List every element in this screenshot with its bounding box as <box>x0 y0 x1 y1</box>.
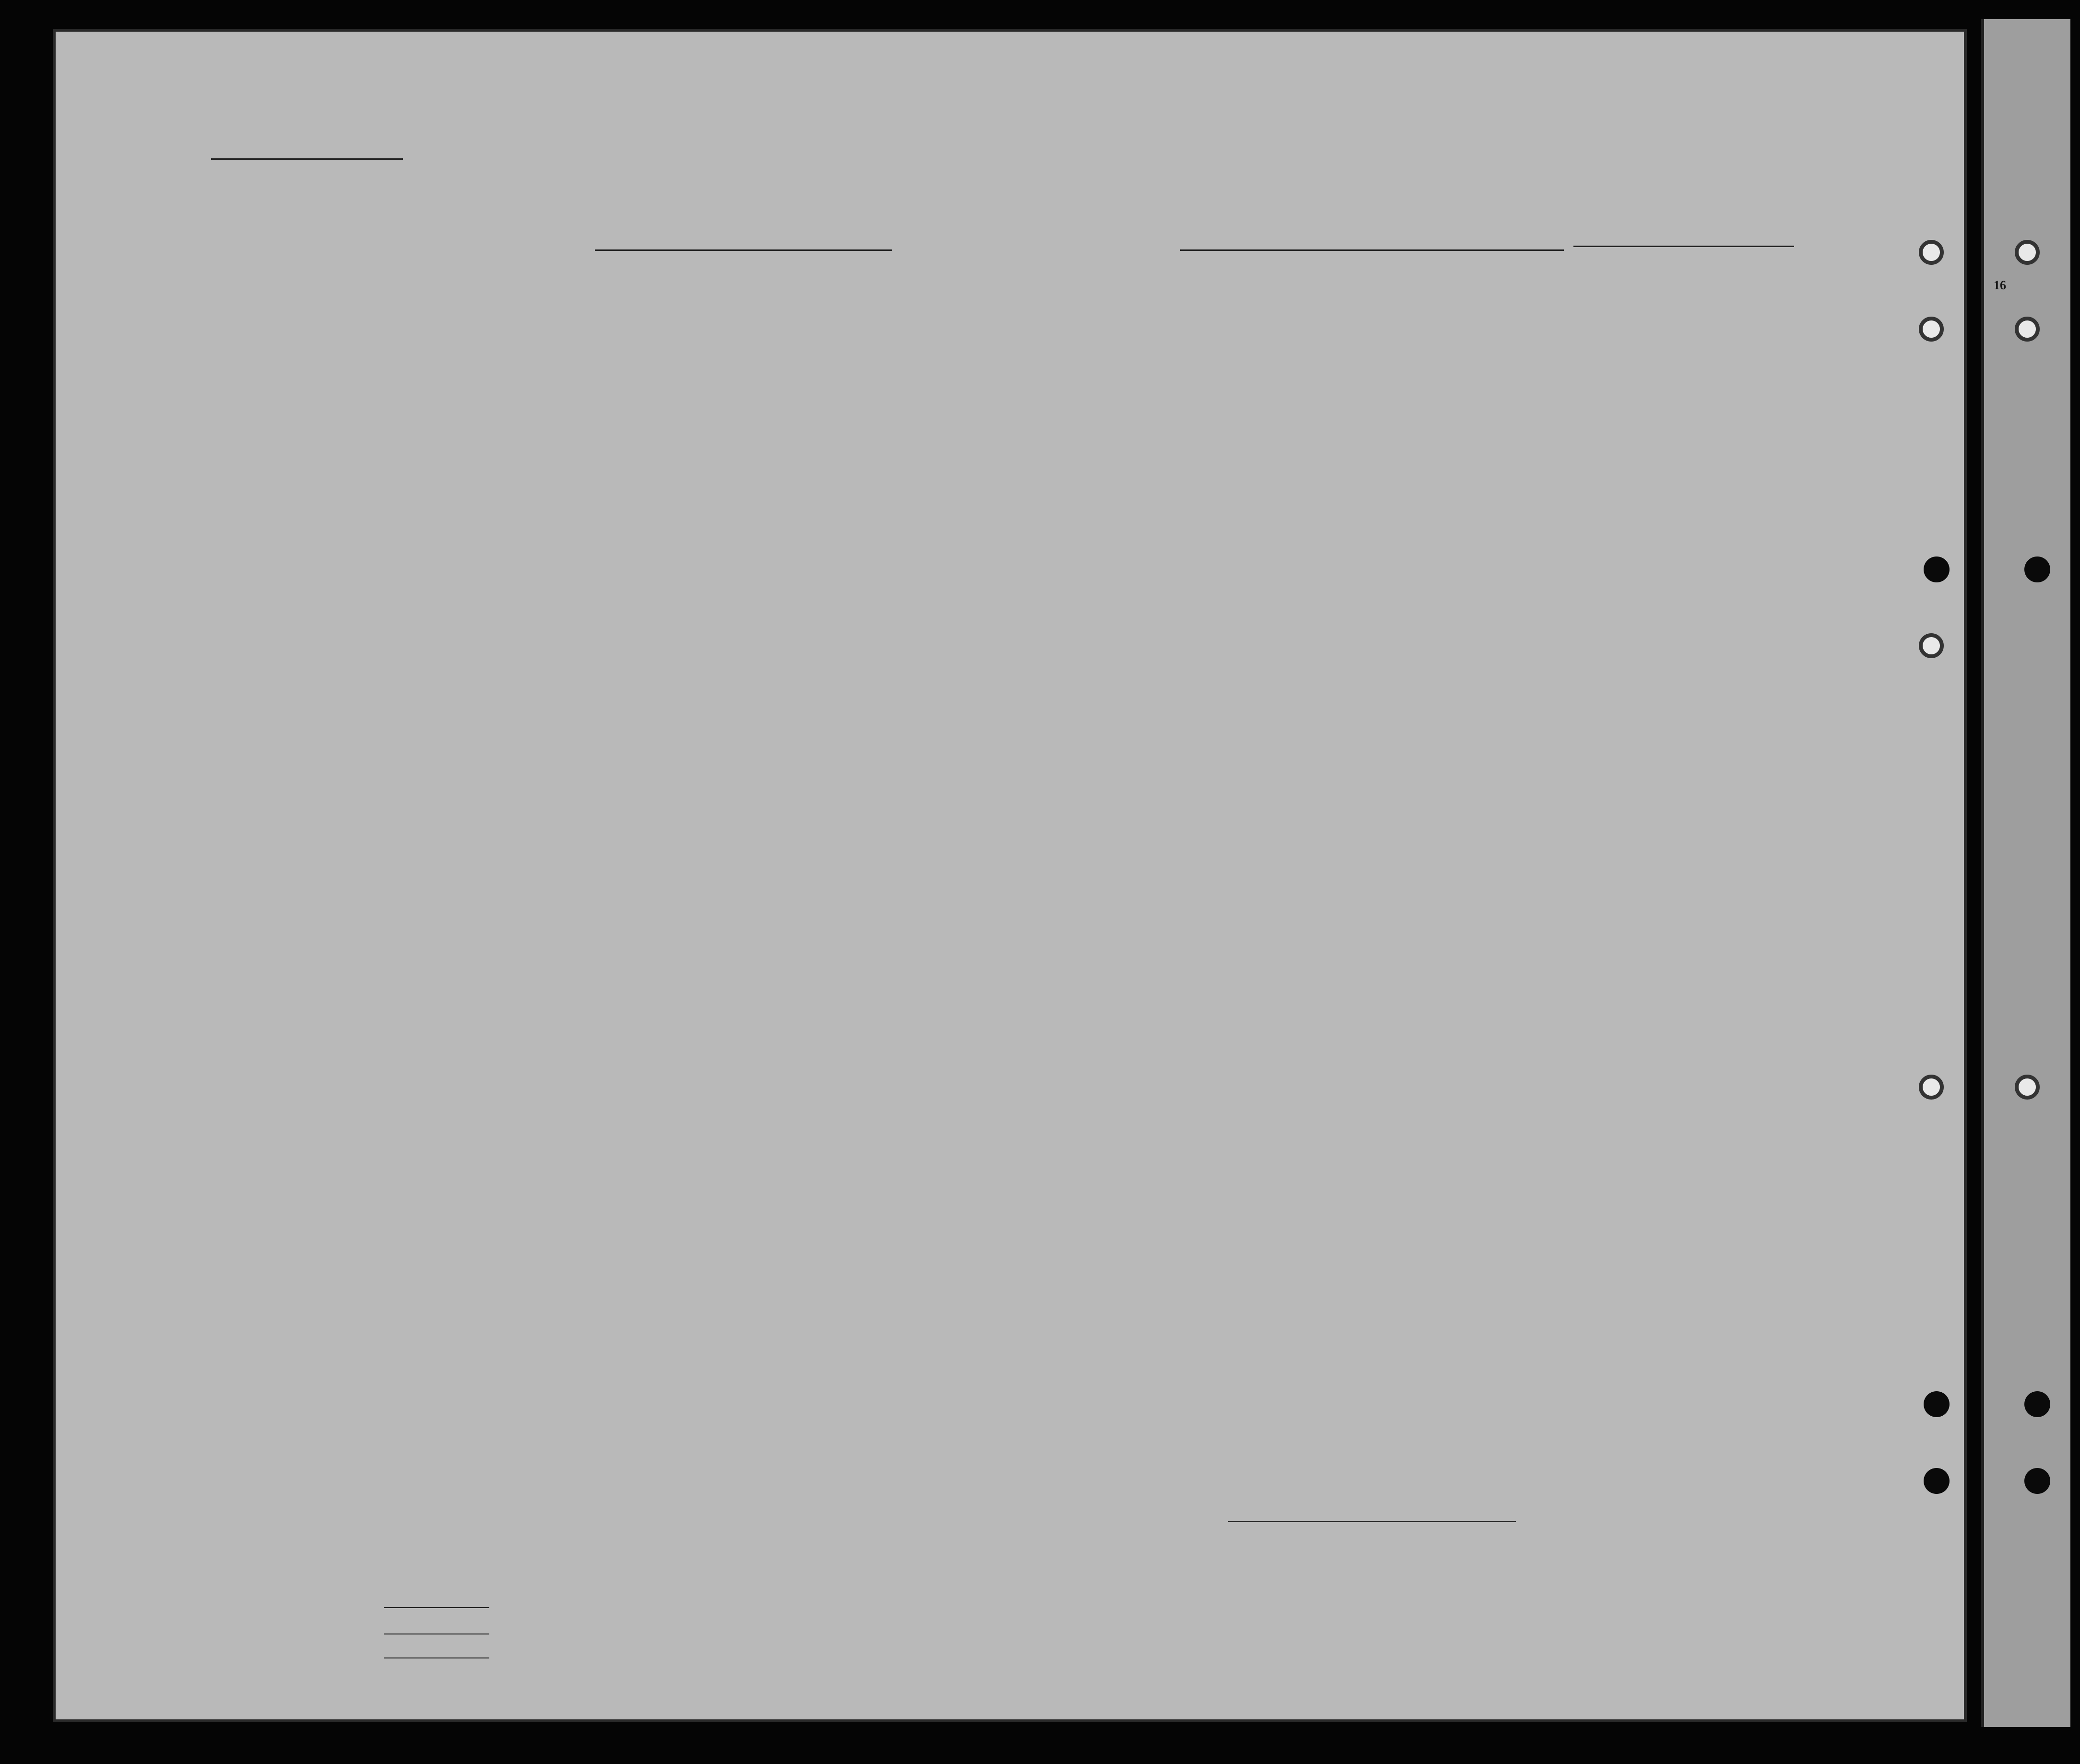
next-sheet-edge <box>1981 19 2070 1727</box>
ship-underline <box>595 249 892 251</box>
binder-ring <box>2015 317 2040 342</box>
punch-hole <box>1924 1391 1950 1417</box>
date-underline <box>1573 246 1794 247</box>
aliens-line <box>384 1657 489 1658</box>
binder-ring <box>2015 1075 2040 1100</box>
binder-ring <box>1919 633 1944 658</box>
total-line <box>384 1607 489 1608</box>
voyage-line <box>480 218 1919 257</box>
manifest-sheet <box>53 29 1967 1722</box>
punch-hole <box>2024 1468 2050 1494</box>
binder-ring <box>1919 240 1944 265</box>
punch-hole <box>2024 1391 2050 1417</box>
binder-ring <box>1919 1075 1944 1100</box>
binder-ring <box>2015 240 2040 265</box>
punch-hole <box>1924 556 1950 582</box>
edge-colnum: 16 <box>1994 278 2006 292</box>
purser-line <box>1228 1521 1516 1522</box>
punch-hole <box>2024 556 2050 582</box>
port-underline <box>1180 249 1564 251</box>
punch-hole <box>1924 1468 1950 1494</box>
list-underline <box>211 158 403 160</box>
binder-ring <box>1919 317 1944 342</box>
